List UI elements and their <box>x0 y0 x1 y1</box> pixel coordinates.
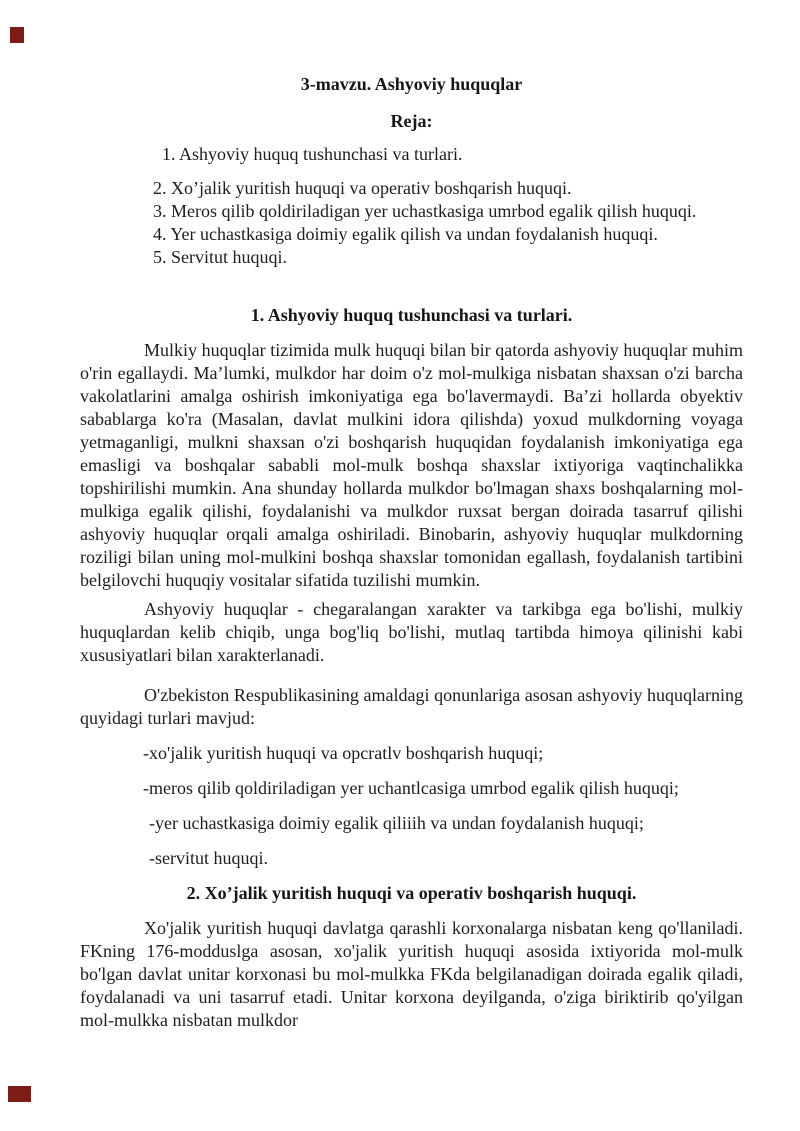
plan-item-3: 3. Meros qilib qoldiriladigan yer uchastkasiga umrbod egalik qilish huquqi. <box>153 201 697 221</box>
section1-paragraph-3: O'zbekiston Respublikasining amaldagi qonunlariga asosan ashyoviy huquqlarning quyidagi turlari mavjud: <box>80 685 743 728</box>
plan-heading: Reja: <box>390 111 433 131</box>
plan-item-2: 2. Xo’jalik yuritish huquqi va operativ boshqarish huquqi. <box>153 178 572 198</box>
section1-paragraph-2: Ashyoviy huquqlar - chegaralangan xarakter va tarkibga ega bo'lishi, mulkiy huquqlardan kelib chiqib, unga bog'liq bo'lishi, mutlaq tartibda himoya qilinishi kabi xususiyatlari bilan xarakterlanadi. <box>80 599 743 665</box>
section2-heading: 2. Xo’jalik yuritish huquqi va operativ boshqarish huquqi. <box>186 883 637 903</box>
plan-item-1: 1. Ashyoviy huquq tushunchasi va turlari. <box>162 144 463 164</box>
section2-paragraph-1: Xo'jalik yuritish huquqi davlatga qarashli korxonalarga nisbatan keng qo'llaniladi. FKning 176-modduslga asosan, xo'jalik yuritish huquqi asosida ixtiyorida mol-mulk bo'lgan davlat unitar korxonasi bu mol-mulkka FKda belgilanadigan doirada egalik qiladi, foydalanadi va uni tasarruf etadi. Unitar korxona deyilganda, o'ziga biriktirib qo'yilgan mol-mulkka nisbatan mulkdor <box>80 918 743 1030</box>
document-title: 3-mavzu. Ashyoviy huquqlar <box>300 74 523 94</box>
rights-list-item-3: -yer uchastkasiga doimiy egalik qiliiih va undan foydalanish huquqi; <box>149 813 644 833</box>
section1-heading: 1. Ashyoviy huquq tushunchasi va turlari. <box>250 305 573 325</box>
rights-list-item-2: -meros qilib qoldiriladigan yer uchantlcasiga umrbod egalik qilish huquqi; <box>143 778 679 798</box>
section1-paragraph-1: Mulkiy huquqlar tizimida mulk huquqi bilan bir qatorda ashyoviy huquqlar muhim o'rin egallaydi. Ma’lumki, mulkdor har doim o'z mol-mulkiga nisbatan shaxsan o'zi barcha vakolatlarini amalga oshirish imkoniyatiga ega bo'lavermaydi. Ba’zi hollarda obyektiv sabablarga ko'ra (Masalan, davlat mulkini idora qilishda) yoxud mulkdorning voyaga yetmaganligi, mulkni shaxsan o'zi boshqarish huquqidan foydalanish imkoniyatiga ega emasligi va boshqalar sababli mol-mulk boshqa shaxslar ixtiyoriga vaqtinchalikka topshirilishi mumkin. Ana shunday hollarda mulkdor bo'lmagan shaxs boshqalarning mol-mulkiga egalik qilishi, foydalanishi va mulkdor ruxsat bergan doirada tasarruf qilishi ashyoviy huquqlar orqali amalga oshiriladi. Binobarin, ashyoviy huquqlar mulkdorning roziligi bilan uning mol-mulkini boshqa shaxslar tomonidan egallash, foydalanish tartibini belgilovchi huquqiy vositalar sifatida tuzilishi mumkin. <box>80 340 743 590</box>
rights-list-item-4: -servitut huquqi. <box>149 848 268 868</box>
rights-list-item-1: -xo'jalik yuritish huquqi va opcratlv boshqarish huquqi; <box>143 743 544 763</box>
corner-mark-top-left <box>10 27 24 43</box>
plan-item-4: 4. Yer uchastkasiga doimiy egalik qilish va undan foydalanish huquqi. <box>153 224 658 244</box>
plan-item-5: 5. Servitut huquqi. <box>153 247 287 267</box>
corner-mark-bottom-left <box>8 1086 31 1102</box>
